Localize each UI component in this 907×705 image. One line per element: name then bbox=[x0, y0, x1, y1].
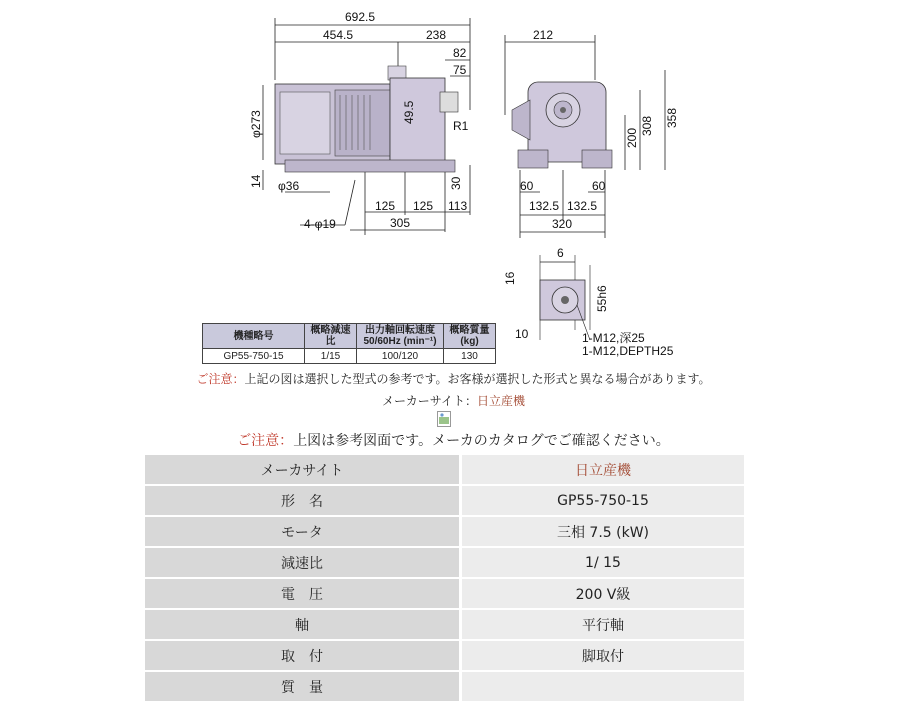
dim-49-5: 49.5 bbox=[402, 100, 416, 124]
caution-label: ご注意： bbox=[196, 372, 245, 386]
shaft-end-view bbox=[540, 255, 590, 340]
caution-label: ご注意： bbox=[237, 433, 294, 449]
maker-site-label: メーカーサイト： bbox=[382, 394, 477, 408]
info-key: 軸 bbox=[145, 610, 462, 639]
info-key: モータ bbox=[145, 517, 462, 546]
dim-total-length: 692.5 bbox=[345, 10, 376, 24]
info-row-reduction-ratio bbox=[145, 548, 744, 577]
dim-s55h6: 55h6 bbox=[595, 285, 609, 312]
drawing-spec-table bbox=[202, 323, 496, 364]
info-value: 平行軸 bbox=[462, 610, 744, 639]
dim-125-a: 125 bbox=[375, 199, 396, 213]
dim-s6: 6 bbox=[557, 246, 564, 260]
maker-site-value-link[interactable]: 日立産機 bbox=[575, 462, 631, 479]
maker-site-line bbox=[0, 392, 907, 409]
dim-s10: 10 bbox=[515, 327, 529, 341]
dim-phi36: φ36 bbox=[278, 179, 300, 193]
dim-shaft-82: 82 bbox=[453, 46, 467, 60]
info-value: GP55-750-15 bbox=[462, 486, 744, 515]
info-key: 取 付 bbox=[145, 641, 462, 670]
spec-header: 出力軸回転速度 50/60Hz (min⁻¹) bbox=[357, 324, 444, 349]
info-key: 電 圧 bbox=[145, 579, 462, 608]
info-value: 脚取付 bbox=[462, 641, 744, 670]
dim-shaft-75: 75 bbox=[453, 63, 467, 77]
info-key: 形 名 bbox=[145, 486, 462, 515]
dim-h200: 200 bbox=[625, 127, 639, 148]
info-row-maker-site bbox=[145, 455, 744, 484]
info-row-mounting bbox=[145, 641, 744, 670]
dim-60-b: 60 bbox=[592, 179, 606, 193]
spec-cell: GP55-750-15 bbox=[203, 349, 305, 364]
caution-note-reference bbox=[0, 430, 907, 450]
spec-header: 概略減速比 bbox=[305, 324, 357, 349]
dim-113: 113 bbox=[448, 199, 468, 213]
caution-text: 上図は参考図面です。メーカのカタログでご確認ください。 bbox=[293, 433, 670, 449]
info-key: 質 量 bbox=[145, 672, 462, 701]
dim-tap-en: 1-M12,DEPTH25 bbox=[582, 344, 674, 358]
dim-hole: 4-φ19 bbox=[304, 217, 336, 231]
dim-125-b: 125 bbox=[413, 199, 434, 213]
dim-width-212: 212 bbox=[533, 28, 554, 42]
dim-tap-jp: 1-M12,深25 bbox=[582, 331, 645, 345]
product-info-table bbox=[145, 453, 744, 703]
info-row-shaft bbox=[145, 610, 744, 639]
info-key: 減速比 bbox=[145, 548, 462, 577]
dim-305: 305 bbox=[390, 216, 411, 230]
broken-image-icon bbox=[437, 411, 451, 427]
spec-header: 機種略号 bbox=[203, 324, 305, 349]
info-key: メーカサイト bbox=[145, 455, 462, 484]
dim-motor-length: 454.5 bbox=[323, 28, 354, 42]
info-value bbox=[462, 672, 744, 701]
dim-h308: 308 bbox=[640, 115, 654, 136]
info-row-motor bbox=[145, 517, 744, 546]
info-value: 200 V級 bbox=[462, 579, 744, 608]
caution-note-drawing bbox=[0, 370, 907, 387]
dim-14: 14 bbox=[249, 174, 263, 188]
spec-cell: 130 bbox=[444, 349, 496, 364]
dim-132-b: 132.5 bbox=[567, 199, 598, 213]
caution-text: 上記の図は選択した型式の参考です。お客様が選択した形式と異なる場合があります。 bbox=[244, 372, 711, 386]
front-view bbox=[512, 82, 612, 168]
info-value bbox=[462, 455, 744, 484]
maker-site-link[interactable]: 日立産機 bbox=[476, 394, 525, 408]
info-row-voltage bbox=[145, 579, 744, 608]
info-row-mass bbox=[145, 672, 744, 701]
dim-h358: 358 bbox=[665, 107, 679, 128]
dim-gear-length: 238 bbox=[426, 28, 447, 42]
dim-320: 320 bbox=[552, 217, 573, 231]
dim-132-a: 132.5 bbox=[529, 199, 560, 213]
spec-cell: 1/15 bbox=[305, 349, 357, 364]
side-view bbox=[275, 66, 458, 172]
dim-r1: R1 bbox=[453, 119, 469, 133]
dim-60-a: 60 bbox=[520, 179, 534, 193]
info-row-model-name bbox=[145, 486, 744, 515]
dim-s16: 16 bbox=[503, 271, 517, 285]
spec-cell: 100/120 bbox=[357, 349, 444, 364]
info-value: 三相 7.5 (kW) bbox=[462, 517, 744, 546]
spec-header: 概略質量 (kg) bbox=[444, 324, 496, 349]
dim-30: 30 bbox=[449, 176, 463, 190]
info-value: 1/ 15 bbox=[462, 548, 744, 577]
dim-phi273: φ273 bbox=[249, 110, 263, 138]
